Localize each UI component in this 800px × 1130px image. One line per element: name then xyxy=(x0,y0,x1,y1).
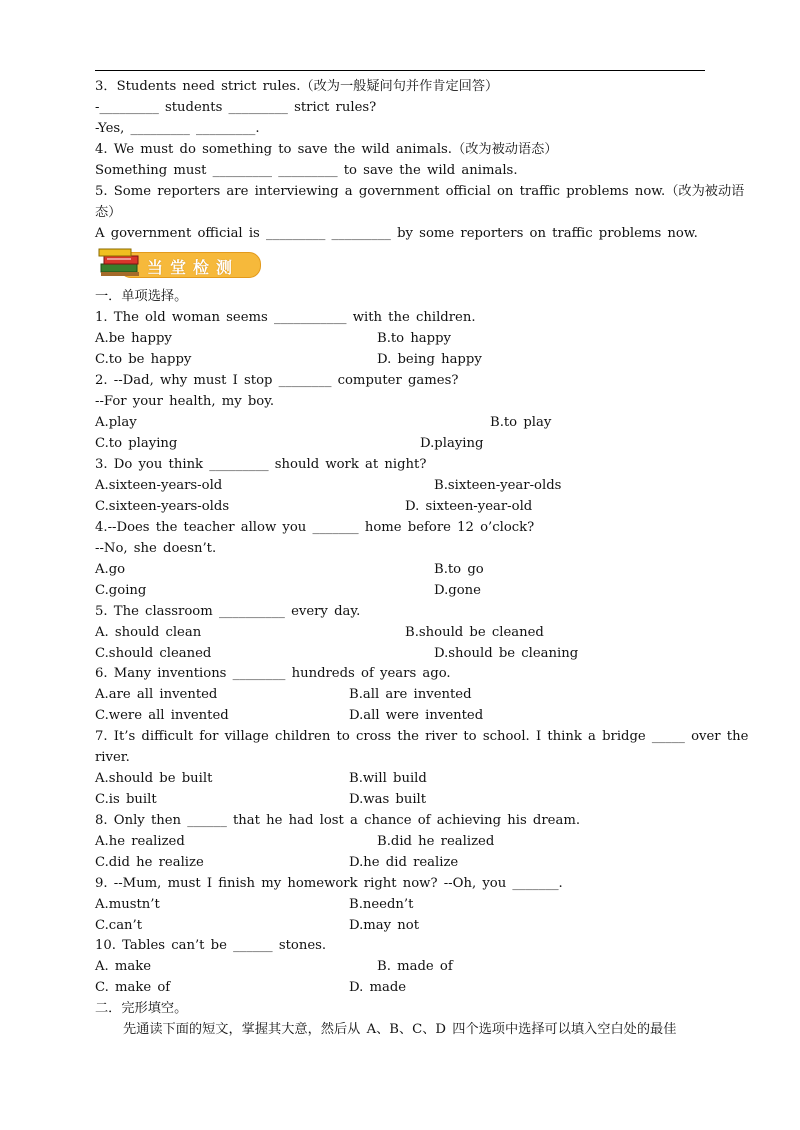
option-b: B.sixteen-year-olds xyxy=(434,478,562,493)
option-c: C.were all invented xyxy=(95,708,229,723)
header-rule xyxy=(95,70,705,71)
option-d: D.was built xyxy=(349,792,427,807)
section-badge xyxy=(95,246,265,280)
option-b: B.to play xyxy=(490,415,552,430)
option-d: D.playing xyxy=(420,436,484,451)
question-stem: 9. --Mum, must I finish my homework right now? --Oh, you _______. xyxy=(95,876,563,891)
option-a: A.mustn’t xyxy=(95,897,160,912)
option-d: D.he did realize xyxy=(349,855,459,870)
option-c: C.to be happy xyxy=(95,352,192,367)
question-stem: 2. --Dad, why must I stop ________ computer games? xyxy=(95,373,459,388)
question-stem-reply: --No, she doesn’t. xyxy=(95,541,217,556)
question-4-stem: 4. We must do something to save the wild animals.（改为被动语态） xyxy=(95,142,558,157)
question-3-answer-line-2: -Yes, _________ _________. xyxy=(95,121,260,136)
option-c: C. make of xyxy=(95,980,171,995)
option-c: C.did he realize xyxy=(95,855,204,870)
question-stem: 4.--Does the teacher allow you _______ home before 12 o’clock? xyxy=(95,520,535,535)
question-stem: 10. Tables can’t be ______ stones. xyxy=(95,938,327,953)
option-d: D.may not xyxy=(349,918,420,933)
option-d: D. made xyxy=(349,980,407,995)
option-a: A.he realized xyxy=(95,834,185,849)
option-a: A.sixteen-years-old xyxy=(95,478,223,493)
question-3-stem: 3．Students need strict rules.（改为一般疑问句并作肯定回答） xyxy=(95,79,499,94)
option-b: B.should be cleaned xyxy=(405,625,544,640)
option-a: A.should be built xyxy=(95,771,213,786)
option-c: C.going xyxy=(95,583,147,598)
part2-intro: 先通读下面的短文，掌握其大意，然后从 A、B、C、D 四个选项中选择可以填入空白处的最佳 xyxy=(123,1022,677,1037)
question-4-answer-line: Something must _________ _________ to save the wild animals. xyxy=(95,163,518,178)
option-b: B. made of xyxy=(377,959,453,974)
option-a: A.play xyxy=(95,415,137,430)
option-c: C.should cleaned xyxy=(95,646,212,661)
option-a: A. should clean xyxy=(95,625,202,640)
option-b: B.to happy xyxy=(377,331,452,346)
question-stem-reply: --For your health, my boy. xyxy=(95,394,275,409)
badge-title: 当堂检测 xyxy=(147,258,240,277)
option-d: D.should be cleaning xyxy=(434,646,579,661)
question-stem: 7. It’s difficult for village children to cross the river to school. I think a bridge _____ over the xyxy=(95,729,749,744)
option-d: D.all were invented xyxy=(349,708,484,723)
option-b: B.to go xyxy=(434,562,484,577)
option-b: B.will build xyxy=(349,771,427,786)
option-a: A.be happy xyxy=(95,331,172,346)
option-c: C.to playing xyxy=(95,436,178,451)
question-stem-continued: river. xyxy=(95,750,130,765)
option-d: D.gone xyxy=(434,583,481,598)
question-stem: 1. The old woman seems ___________ with the children. xyxy=(95,310,476,325)
option-b: B.all are invented xyxy=(349,687,472,702)
question-3-answer-line-1: -_________ students _________ strict rules? xyxy=(95,100,377,115)
option-a: A. make xyxy=(95,959,152,974)
option-a: A.are all invented xyxy=(95,687,218,702)
question-5-stem-line-1: 5. Some reporters are interviewing a government official on traffic problems now.（改为被动语 xyxy=(95,184,745,199)
option-a: A.go xyxy=(95,562,126,577)
question-stem: 8. Only then ______ that he had lost a chance of achieving his dream. xyxy=(95,813,581,828)
option-c: C.is built xyxy=(95,792,157,807)
option-d: D. sixteen-year-old xyxy=(405,499,533,514)
part1-heading: 一．单项选择。 xyxy=(95,289,188,304)
question-5-answer-line: A government official is _________ _________ by some reporters on traffic problems now. xyxy=(95,226,698,241)
option-b: B.did he realized xyxy=(377,834,495,849)
question-stem: 3. Do you think _________ should work at night? xyxy=(95,457,427,472)
option-d: D. being happy xyxy=(377,352,482,367)
option-c: C.sixteen-years-olds xyxy=(95,499,230,514)
option-c: C.can’t xyxy=(95,918,143,933)
question-stem: 6. Many inventions ________ hundreds of years ago. xyxy=(95,666,451,681)
option-b: B.needn’t xyxy=(349,897,414,912)
books-icon xyxy=(95,246,151,280)
question-5-stem-line-2: 态） xyxy=(95,205,122,220)
part2-heading: 二．完形填空。 xyxy=(95,1001,188,1016)
question-stem: 5. The classroom __________ every day. xyxy=(95,604,361,619)
